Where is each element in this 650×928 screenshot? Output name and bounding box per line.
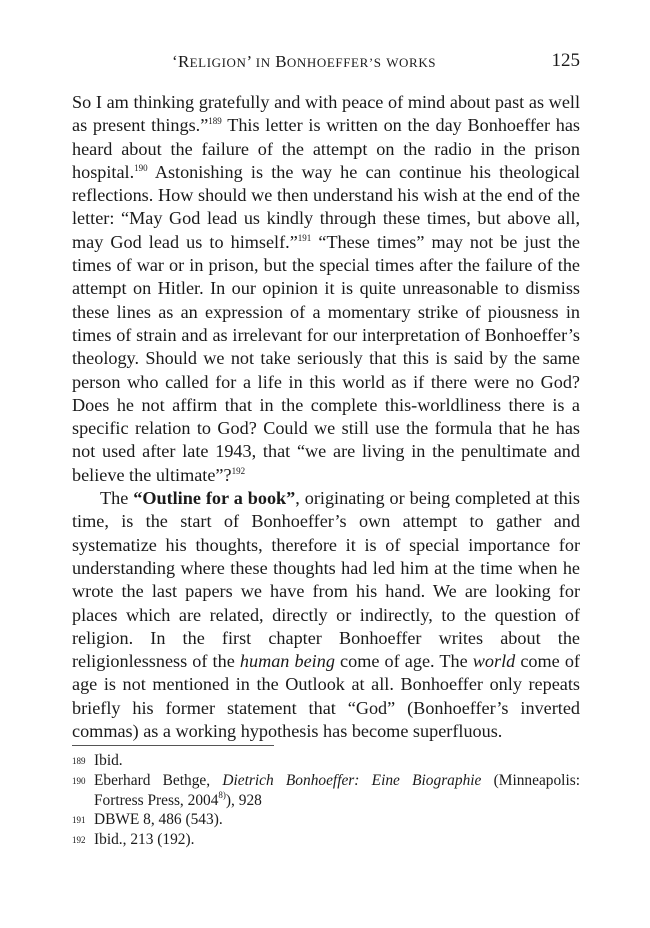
paragraph-1: So I am thinking gratefully and with peace of mind about past as well as present things.”$^{189}$ This letter is written on the day Bonhoeffer has heard about the failure of the attempt on the radio in the prison hospital.$^{190}$ Astonishing is the way he can continue his theological reflections. How should we then understand his wish at the end of the letter: “May God lead us kindly through these times, but above all, may God lead us to himself.”$^{191}$ “These times” may not be just the times of war or in prison, but the special times after the failure of the attempt on Hitler. In our opinion it is quite unreasonable to dismiss these lines as an expression of a momentary strike of piousness in times of strain and as irrelevant for our interpretation of Bonhoeffer’s theology. Should we not take seriously that this is said by the same person who called for a life in this world as if there were no God? Does he not affirm that in the complete this-worldliness there is a specific relation to God? Could we still use the formula that he has not used after late 1943, that “we are living in the penultimate and believe the ultimate”?$^{192}$ bbox=[72, 92, 580, 485]
footnote-ref-190: 190 bbox=[134, 162, 148, 173]
footnotes bbox=[72, 751, 580, 850]
footnote: 189 Ibid. bbox=[72, 752, 123, 769]
footnote: 192 Ibid., 213 (192). bbox=[72, 831, 195, 849]
footnote: 190 Eberhard Bethge, Dietrich Bonhoeffer: Eine Biographie (Minneapolis: Fortress Press, 2004$^{8)}$), 928 bbox=[72, 772, 580, 809]
footnote-divider bbox=[72, 745, 274, 746]
footnote: 191 DBWE 8, 486 (543). bbox=[72, 810, 223, 828]
footnote-ref-191: 191 bbox=[297, 232, 312, 243]
paragraph-2: The “Outline for a book”, originating or being completed at this time, is the start of Bonhoeffer’s own attempt to gather and systematize his thoughts, therefore it is of special importance for understanding where these thoughts had led him at the time when he wrote the last papers we have from his hand. We are looking for places which are related, directly or indirectly, to the question of religion. In the first chapter Bonhoeffer writes about the religionlessness of the human being come of age. The world come of age is not mentioned in the Outlook at all. Bonhoeffer only repeats briefly his former statement that “God” (Bonhoeffer’s inverted commas) as a working hypothesis has become superfluous. bbox=[72, 488, 580, 742]
page-header bbox=[72, 50, 580, 74]
bold-term: “Outline for a book” bbox=[133, 488, 296, 509]
main-text bbox=[72, 91, 580, 743]
footnote-ref-192: 192 bbox=[231, 465, 246, 476]
running-head: ‘RELIGION’ IN BONHOEFFER’S WORKS bbox=[172, 52, 437, 71]
footnote-ref-189: 189 bbox=[208, 116, 222, 127]
emphasis-human-being: human being bbox=[239, 651, 335, 672]
page-number: 125 bbox=[551, 50, 580, 71]
emphasis-world: world bbox=[472, 651, 516, 672]
